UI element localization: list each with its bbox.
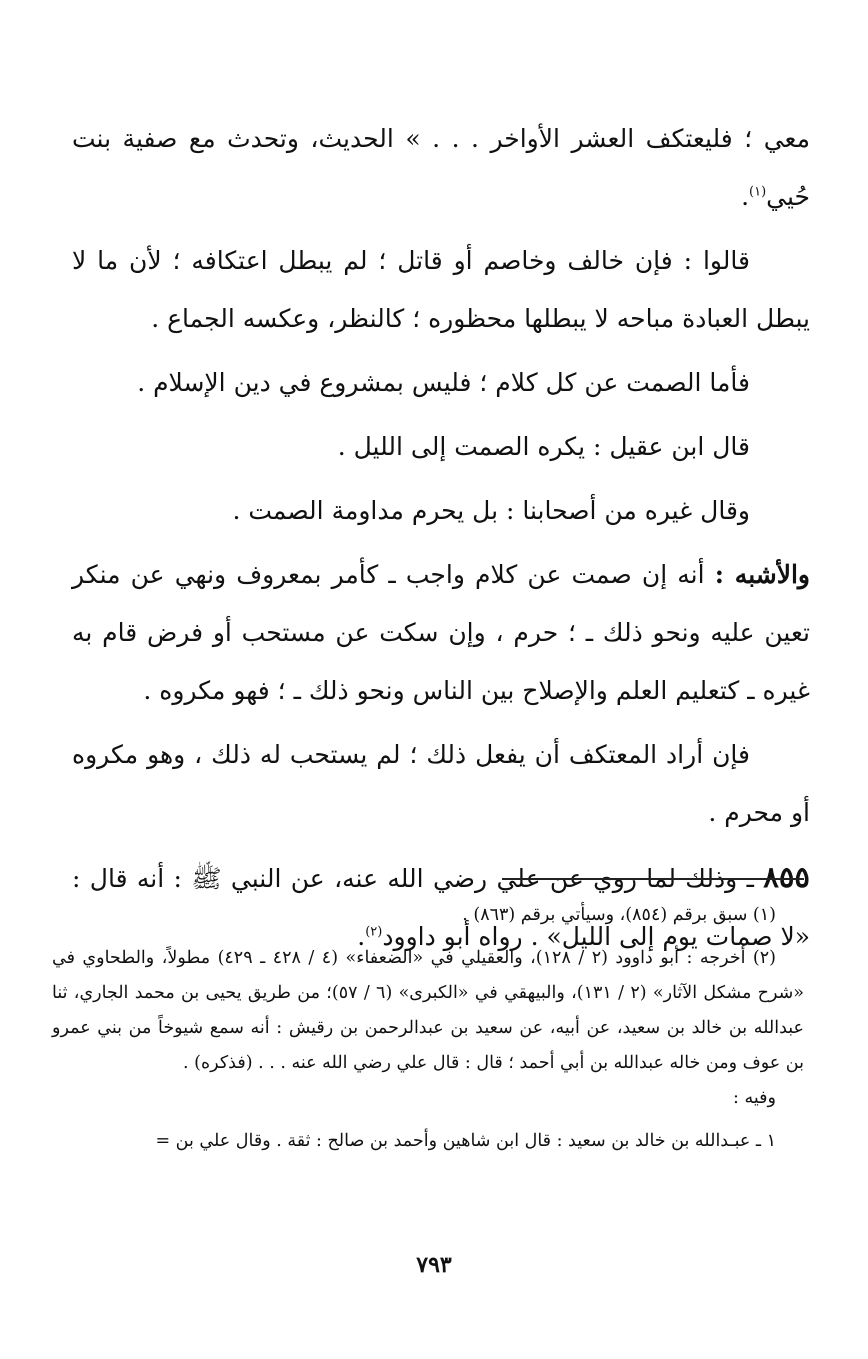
footnote-ref-2: (٢)	[365, 924, 383, 940]
paragraph-1-text: معي ؛ فليعتكف العشر الأواخر . . . » الحديث، وتحدث مع صفية بنت حُيي	[72, 124, 810, 211]
paragraph-6	[72, 546, 810, 720]
paragraph-8-text: ـ وذلك لما روي عن علي رضي الله عنه، عن النبي ﷺ : أنه قال : «لا صمات يوم إلى الليل» . رواه أبو داوود	[72, 864, 810, 951]
paragraph-5: وقال غيره من أصحابنا : بل يحرم مداومة الصمت .	[232, 496, 750, 525]
paragraph-2: قالوا : فإن خالف وخاصم أو قاتل ؛ لم يبطل اعتكافه ؛ لأن ما لا يبطل العبادة مباحه لا يبطلها محظوره ؛ كالنظر، وعكسه الجماع .	[72, 246, 810, 333]
footnote-4: ١ ـ عبـدالله بن خالد بن سعيد : قال ابن شاهين وأحمد بن صالح : ثقة . وقال علي بن =	[155, 1131, 776, 1151]
paragraph-1	[72, 110, 810, 226]
paragraph-8-end: .	[357, 922, 366, 951]
footnote-2: (٢) أخرجه : أبو داوود (٢ / ١٢٨)، والعقيلي في «الضعفاء» (٤ / ٤٢٨ ـ ٤٢٩) مطولاً، والطحاوي في «شرح مشكل الآثار» (٢ / ١٣١)، والبيهقي في «الكبرى» (٦ / ٥٧)؛ من طريق يحيى بن محمد الجاري، ثنا عبدالله بن خالد بن سعيد، عن أبيه، عن سعيد بن عبدالرحمن بن رقيش : أنه سمع شيوخاً من بني عمرو بن عوف ومن خاله عبدالله بن أبي أحمد ؛ قال : قال علي رضي الله عنه . . . (فذكره) .	[52, 948, 804, 1073]
paragraph-6-text: أنه إن صمت عن كلام واجب ـ كأمر بمعروف ونهي عن منكر تعين عليه ونحو ذلك ـ ؛ حرم ، وإن سكت عن مستحب أو فرض قام به غيره ـ كتعليم العلم والإصلاح بين الناس ونحو ذلك ـ ؛ فهو مكروه .	[72, 560, 810, 705]
footnote-divider	[502, 878, 804, 880]
footnote-3: وفيه :	[733, 1088, 776, 1108]
paragraph-6-lead: والأشبه :	[714, 560, 810, 589]
footnotes	[52, 898, 804, 1159]
hadith-number: ٨٥٥	[763, 860, 810, 894]
main-text	[72, 110, 810, 972]
paragraph-7: فإن أراد المعتكف أن يفعل ذلك ؛ لم يستحب له ذلك ، وهو مكروه أو محرم .	[72, 740, 810, 827]
paragraph-1-end: .	[741, 182, 750, 211]
footnote-1: (١) سبق برقم (٨٥٤)، وسيأتي برقم (٨٦٣) .	[462, 905, 776, 925]
paragraph-3: فأما الصمت عن كل كلام ؛ فليس بمشروع في دين الإسلام .	[137, 368, 750, 397]
footnote-ref-1: (١)	[749, 184, 767, 200]
page-number: ٧٩٣	[416, 1252, 452, 1278]
paragraph-4: قال ابن عقيل : يكره الصمت إلى الليل .	[337, 432, 750, 461]
